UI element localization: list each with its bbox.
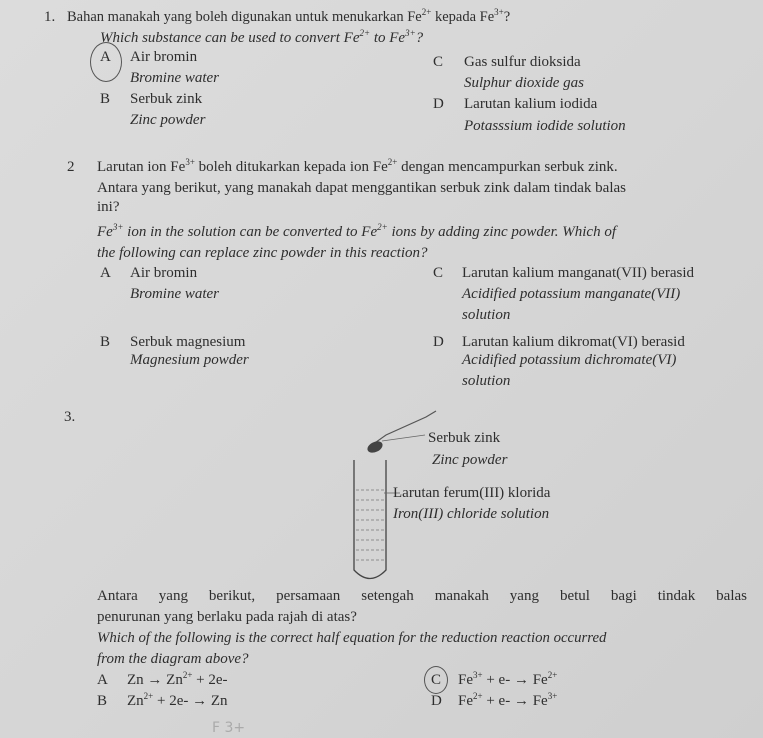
t: 3+: [473, 670, 483, 680]
q1-option-d-letter[interactable]: D: [433, 96, 444, 112]
q1-option-b-ms: Serbuk zink: [130, 91, 203, 107]
t: 2+: [473, 691, 483, 701]
q1-option-b-letter[interactable]: B: [100, 91, 111, 107]
t: kepada Fe: [431, 9, 495, 25]
q3-stem-en-2: from the diagram above?: [97, 651, 249, 667]
t: to Fe: [370, 30, 406, 46]
t: 2+: [359, 28, 371, 38]
q2-option-d-letter[interactable]: D: [433, 334, 444, 350]
q2-option-c-ms: Larutan kalium manganat(VII) berasid: [462, 265, 694, 281]
t: 3+: [547, 691, 558, 701]
q3-option-c-letter[interactable]: C: [431, 672, 442, 688]
diagram-zinc-en: Zinc powder: [432, 452, 508, 468]
q1-option-a-letter[interactable]: A: [100, 49, 111, 65]
q2-option-a-ms: Air bromin: [130, 265, 198, 281]
t: Fe: [458, 672, 473, 688]
t: 2+: [547, 670, 558, 680]
q1-option-b-en: Zinc powder: [130, 112, 206, 128]
diagram-solution-en: Iron(III) chloride solution: [393, 506, 550, 522]
handwritten-note: F 3+: [212, 720, 246, 736]
t: ?: [503, 9, 511, 25]
q2-option-d-en: Acidified potassium dichromate(VI): [462, 352, 677, 368]
t: 3+: [494, 7, 504, 17]
q2-option-d-en2: solution: [462, 373, 511, 389]
q3-number: 3.: [64, 409, 76, 425]
q3-stem-ms-2: penurunan yang berlaku pada rajah di atas?: [97, 609, 357, 625]
t: ion in the solution can be converted to Fe: [123, 224, 378, 240]
t: 2+: [143, 691, 154, 701]
q3-option-b-eq: [127, 692, 228, 710]
q2-option-c-en2: solution: [462, 307, 511, 323]
q2-option-b-en: Magnesium powder: [130, 352, 249, 368]
zinc-powder-icon: [366, 439, 385, 455]
q1-stem-en: [100, 29, 423, 47]
q3-option-d-letter[interactable]: D: [431, 693, 442, 709]
q1-option-a-ms: Air bromin: [130, 49, 198, 65]
t: Zn → Zn: [127, 672, 183, 688]
t: boleh ditukarkan kepada ion Fe: [194, 159, 388, 175]
q1-option-a-en: Bromine water: [130, 70, 220, 86]
t: Fe: [458, 693, 473, 709]
test-tube-icon: [354, 460, 386, 579]
t: dengan mencampurkan serbuk zink.: [397, 159, 618, 175]
t: Fe: [97, 224, 113, 240]
t: ions by adding zinc powder. Which of: [387, 224, 617, 240]
q1-number: 1.: [44, 9, 56, 25]
q1-option-d-en: Potasssium iodide solution: [464, 118, 626, 134]
q2-option-b-ms: Serbuk magnesium: [130, 334, 246, 350]
t: + 2e-: [192, 672, 228, 688]
q3-option-a-letter[interactable]: A: [97, 672, 108, 688]
q2-stem-ms-2: Antara yang berikut, yang manakah dapat menggantikan serbuk zink dalam tindak balas: [97, 180, 626, 196]
q3-option-a-eq: [127, 671, 228, 689]
t: 2+: [377, 222, 388, 232]
q2-stem-ms-3: ini?: [97, 199, 120, 215]
diagram-solution-ms: Larutan ferum(III) klorida: [393, 485, 551, 501]
t: + e- → Fe: [482, 693, 548, 709]
q3-option-b-letter[interactable]: B: [97, 693, 108, 709]
t: 3+: [185, 157, 195, 167]
t: + e- → Fe: [482, 672, 548, 688]
q1-option-d-ms: Larutan kalium iodida: [464, 96, 598, 112]
q2-option-c-en: Acidified potassium manganate(VII): [462, 286, 681, 302]
q1-stem-ms: [67, 8, 510, 26]
q2-option-d-ms: Larutan kalium dikromat(VI) berasid: [462, 334, 685, 350]
t: 2+: [421, 7, 432, 17]
t: Zn: [127, 693, 144, 709]
diagram-zinc-ms: Serbuk zink: [428, 430, 501, 446]
q3-stem-en-1: Which of the following is the correct half equation for the reduction reaction occurred: [97, 630, 607, 646]
t: ?: [415, 30, 424, 46]
q1-option-c-ms: Gas sulfur dioksida: [464, 54, 581, 70]
q3-stem-ms-1: Antara yang berikut, persamaan setengah manakah yang betul bagi tindak balas: [97, 588, 747, 604]
t: Bahan manakah yang boleh digunakan untuk menukarkan Fe: [67, 9, 422, 25]
q2-stem-en-2: the following can replace zinc powder in this reaction?: [97, 245, 428, 261]
q1-option-c-letter[interactable]: C: [433, 54, 444, 70]
label-line: [382, 435, 425, 441]
t: 3+: [405, 28, 416, 38]
q2-number: 2: [67, 159, 75, 175]
spatula-icon: [372, 411, 436, 445]
q3-option-c-eq: [458, 671, 557, 689]
q2-stem-ms-1: [97, 158, 618, 176]
q1-option-c-en: Sulphur dioxide gas: [464, 75, 584, 91]
t: Larutan ion Fe: [97, 159, 186, 175]
q2-option-a-letter[interactable]: A: [100, 265, 111, 281]
q3-option-d-eq: [458, 692, 557, 710]
q2-option-a-en: Bromine water: [130, 286, 220, 302]
t: Which substance can be used to convert Fe: [100, 30, 360, 46]
t: + 2e- → Zn: [153, 693, 228, 709]
t: 3+: [112, 222, 124, 232]
q2-option-c-letter[interactable]: C: [433, 265, 444, 281]
q2-stem-en-1: [97, 223, 616, 241]
t: 2+: [387, 157, 398, 167]
q2-option-b-letter[interactable]: B: [100, 334, 111, 350]
t: 2+: [182, 670, 193, 680]
solution-fill: [356, 490, 384, 560]
